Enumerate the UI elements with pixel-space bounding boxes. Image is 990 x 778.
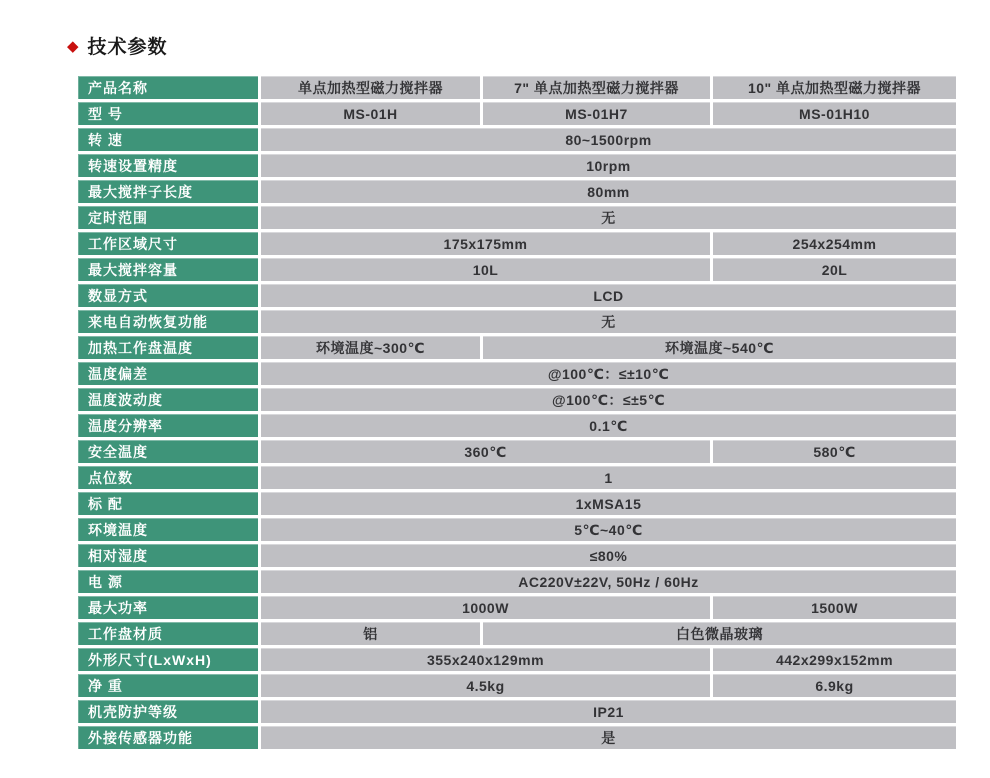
value-cell: 无 (261, 310, 956, 333)
value-cell: 4.5kg (261, 674, 710, 697)
row-label: 外接传感器功能 (78, 726, 258, 749)
table-row (78, 232, 956, 255)
row-label: 净 重 (78, 674, 258, 697)
table-row (78, 726, 956, 749)
row-label: 产品名称 (78, 76, 258, 99)
table-row (78, 258, 956, 281)
row-label: 温度波动度 (78, 388, 258, 411)
table-row (78, 336, 956, 359)
value-cell: 10rpm (261, 154, 956, 177)
value-cell: 是 (261, 726, 956, 749)
row-label: 外形尺寸(LxWxH) (78, 648, 258, 671)
value-cell: 环境温度~300℃ (261, 336, 480, 359)
row-label: 工作区域尺寸 (78, 232, 258, 255)
value-cell: 1xMSA15 (261, 492, 956, 515)
value-cell: 360℃ (261, 440, 710, 463)
row-label: 相对湿度 (78, 544, 258, 567)
table-row (78, 206, 956, 229)
row-label: 最大搅拌容量 (78, 258, 258, 281)
table-row (78, 414, 956, 437)
row-label: 型 号 (78, 102, 258, 125)
table-row (78, 700, 956, 723)
value-cell: MS-01H7 (483, 102, 710, 125)
value-cell: 80~1500rpm (261, 128, 956, 151)
value-cell: 5℃~40℃ (261, 518, 956, 541)
table-row (78, 570, 956, 593)
table-row (78, 622, 956, 645)
table-row (78, 154, 956, 177)
value-cell: 20L (713, 258, 956, 281)
row-label: 数显方式 (78, 284, 258, 307)
value-cell: MS-01H (261, 102, 480, 125)
value-cell: IP21 (261, 700, 956, 723)
row-label: 标 配 (78, 492, 258, 515)
table-row (78, 518, 956, 541)
row-label: 电 源 (78, 570, 258, 593)
value-cell: 环境温度~540℃ (483, 336, 956, 359)
value-cell: 0.1℃ (261, 414, 956, 437)
value-cell: 175x175mm (261, 232, 710, 255)
value-cell: 白色微晶玻璃 (483, 622, 956, 645)
section-title (67, 32, 168, 59)
value-cell: 1500W (713, 596, 956, 619)
value-cell: @100℃：≤±5℃ (261, 388, 956, 411)
row-label: 机壳防护等级 (78, 700, 258, 723)
value-cell: 80mm (261, 180, 956, 203)
value-cell: 无 (261, 206, 956, 229)
value-cell: 254x254mm (713, 232, 956, 255)
table-row (78, 284, 956, 307)
value-cell: 10L (261, 258, 710, 281)
table-row (78, 492, 956, 515)
row-label: 环境温度 (78, 518, 258, 541)
value-cell: 单点加热型磁力搅拌器 (261, 76, 480, 99)
table-row (78, 362, 956, 385)
row-label: 最大搅拌子长度 (78, 180, 258, 203)
table-row (78, 180, 956, 203)
table-row (78, 466, 956, 489)
page-title: 技术参数 (87, 37, 168, 58)
value-cell: @100℃：≤±10℃ (261, 362, 956, 385)
table-row (78, 310, 956, 333)
diamond-bullet-icon: ◆ (67, 38, 79, 55)
row-label: 加热工作盘温度 (78, 336, 258, 359)
row-label: 点位数 (78, 466, 258, 489)
value-cell: 10" 单点加热型磁力搅拌器 (713, 76, 956, 99)
spec-table (78, 76, 956, 752)
value-cell: 580℃ (713, 440, 956, 463)
value-cell: 1000W (261, 596, 710, 619)
value-cell: LCD (261, 284, 956, 307)
row-label: 转 速 (78, 128, 258, 151)
value-cell: 6.9kg (713, 674, 956, 697)
table-row (78, 102, 956, 125)
table-row (78, 544, 956, 567)
value-cell: 355x240x129mm (261, 648, 710, 671)
row-label: 工作盘材质 (78, 622, 258, 645)
row-label: 定时范围 (78, 206, 258, 229)
value-cell: 7" 单点加热型磁力搅拌器 (483, 76, 710, 99)
row-label: 温度偏差 (78, 362, 258, 385)
row-label: 转速设置精度 (78, 154, 258, 177)
table-row (78, 128, 956, 151)
table-row (78, 648, 956, 671)
table-row (78, 388, 956, 411)
row-label: 安全温度 (78, 440, 258, 463)
value-cell: 1 (261, 466, 956, 489)
table-row (78, 76, 956, 99)
table-row (78, 674, 956, 697)
value-cell: 铝 (261, 622, 480, 645)
row-label: 最大功率 (78, 596, 258, 619)
value-cell: AC220V±22V, 50Hz / 60Hz (261, 570, 956, 593)
table-row (78, 596, 956, 619)
row-label: 来电自动恢复功能 (78, 310, 258, 333)
row-label: 温度分辨率 (78, 414, 258, 437)
value-cell: MS-01H10 (713, 102, 956, 125)
value-cell: 442x299x152mm (713, 648, 956, 671)
table-row (78, 440, 956, 463)
value-cell: ≤80% (261, 544, 956, 567)
